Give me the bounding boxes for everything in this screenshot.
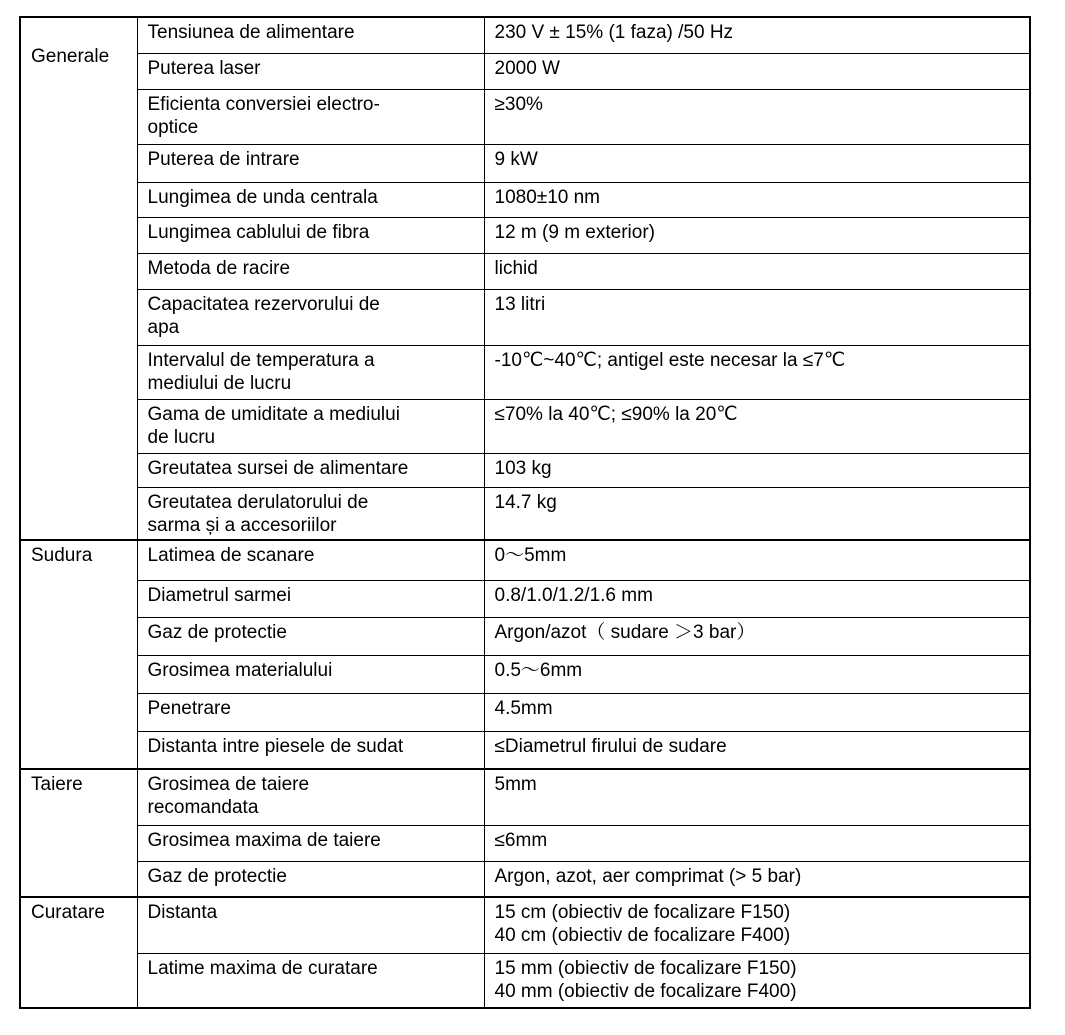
parameter-name: Eficienta conversiei electro- optice (137, 89, 484, 144)
parameter-name: Diametrul sarmei (137, 580, 484, 617)
parameter-value: 12 m (9 m exterior) (484, 217, 1030, 253)
parameter-value: 15 cm (obiectiv de focalizare F150) 40 cm (obiectiv de focalizare F400) (484, 897, 1030, 953)
parameter-name: Metoda de racire (137, 253, 484, 289)
table-row (20, 182, 1030, 217)
parameter-name: Latimea de scanare (137, 540, 484, 580)
table-row (20, 580, 1030, 617)
parameter-value: 5mm (484, 769, 1030, 825)
parameter-name: Capacitatea rezervorului de apa (137, 289, 484, 345)
parameter-value: 9 kW (484, 144, 1030, 182)
parameter-value: ≥30% (484, 89, 1030, 144)
table-row (20, 897, 1030, 953)
parameter-name: Penetrare (137, 693, 484, 731)
section-label: Sudura (20, 540, 137, 769)
parameter-name: Grosimea materialului (137, 655, 484, 693)
table-row (20, 144, 1030, 182)
table-row (20, 289, 1030, 345)
table-row (20, 89, 1030, 144)
parameter-value: ≤Diametrul firului de sudare (484, 731, 1030, 769)
parameter-name: Greutatea derulatorului de sarma și a accesoriilor (137, 487, 484, 540)
parameter-value: Argon, azot, aer comprimat (> 5 bar) (484, 861, 1030, 897)
parameter-value: 103 kg (484, 453, 1030, 487)
parameter-name: Distanta intre piesele de sudat (137, 731, 484, 769)
parameter-value: 15 mm (obiectiv de focalizare F150) 40 mm (obiectiv de focalizare F400) (484, 953, 1030, 1008)
table-row (20, 861, 1030, 897)
parameter-value: 2000 W (484, 53, 1030, 89)
parameter-name: Gama de umiditate a mediului de lucru (137, 399, 484, 453)
parameter-name: Puterea laser (137, 53, 484, 89)
table-row (20, 617, 1030, 655)
parameter-name: Greutatea sursei de alimentare (137, 453, 484, 487)
parameter-value: Argon/azot（ sudare ＞3 bar） (484, 617, 1030, 655)
parameter-name: Gaz de protectie (137, 617, 484, 655)
table-row (20, 655, 1030, 693)
parameter-value: -10℃~40℃; antigel este necesar la ≤7℃ (484, 345, 1030, 399)
parameter-name: Puterea de intrare (137, 144, 484, 182)
table-row (20, 453, 1030, 487)
parameter-name: Lungimea de unda centrala (137, 182, 484, 217)
parameter-name: Lungimea cablului de fibra (137, 217, 484, 253)
table-row (20, 769, 1030, 825)
specifications-table (19, 16, 1031, 1009)
parameter-name: Gaz de protectie (137, 861, 484, 897)
table-row (20, 825, 1030, 861)
parameter-value: 0～5mm (484, 540, 1030, 580)
parameter-value: 230 V ± 15% (1 faza) /50 Hz (484, 17, 1030, 53)
parameter-value: ≤70% la 40℃; ≤90% la 20℃ (484, 399, 1030, 453)
table-row (20, 53, 1030, 89)
parameter-value: 4.5mm (484, 693, 1030, 731)
parameter-value: lichid (484, 253, 1030, 289)
parameter-name: Tensiunea de alimentare (137, 17, 484, 53)
table-row (20, 487, 1030, 540)
table-row (20, 253, 1030, 289)
parameter-value: 13 litri (484, 289, 1030, 345)
parameter-name: Distanta (137, 897, 484, 953)
parameter-value: 14.7 kg (484, 487, 1030, 540)
parameter-name: Latime maxima de curatare (137, 953, 484, 1008)
table-row (20, 953, 1030, 1008)
section-label: Generale (20, 17, 137, 540)
parameter-name: Grosimea de taiere recomandata (137, 769, 484, 825)
parameter-value: 0.8/1.0/1.2/1.6 mm (484, 580, 1030, 617)
section-label: Curatare (20, 897, 137, 1008)
parameter-name: Grosimea maxima de taiere (137, 825, 484, 861)
section-label: Taiere (20, 769, 137, 897)
table-row (20, 399, 1030, 453)
table-row (20, 217, 1030, 253)
parameter-value: ≤6mm (484, 825, 1030, 861)
table-row (20, 693, 1030, 731)
specifications-table-body (20, 17, 1030, 1008)
table-row (20, 540, 1030, 580)
table-row (20, 17, 1030, 53)
parameter-value: 1080±10 nm (484, 182, 1030, 217)
parameter-name: Intervalul de temperatura a mediului de lucru (137, 345, 484, 399)
parameter-value: 0.5～6mm (484, 655, 1030, 693)
table-row (20, 345, 1030, 399)
table-row (20, 731, 1030, 769)
